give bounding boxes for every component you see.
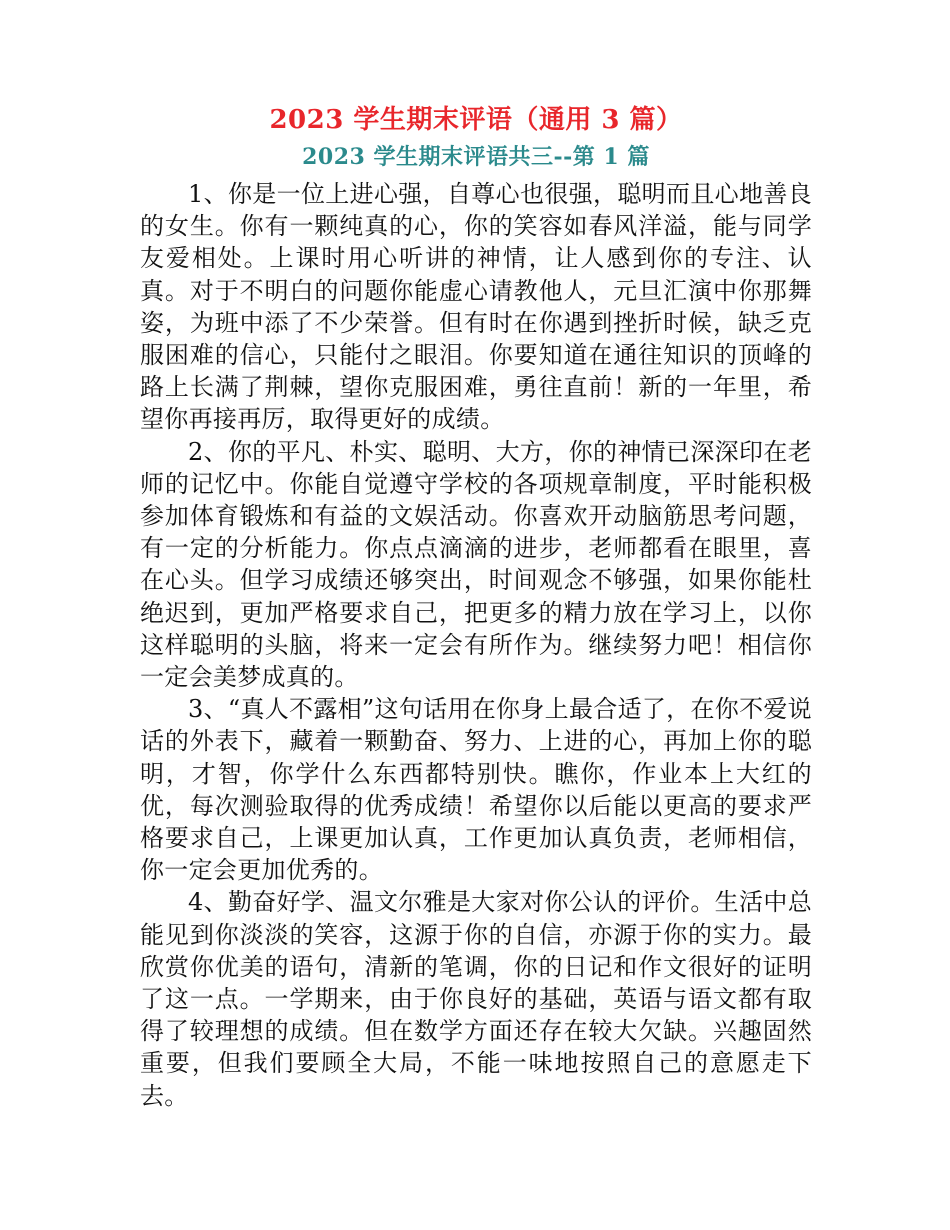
paragraph-4: 4、勤奋好学、温文尔雅是大家对你公认的评价。生活中总能见到你淡淡的笑容，这源于你的自信，亦源于你的实力。最欣赏你优美的语句，清新的笔调，你的日记和作文很好的证明了这一点。一学期来，由于你良好的基础，英语与语文都有取得了较理想的成绩。但在数学方面还存在较大欠缺。兴趣固然重要，但我们要顾全大局，不能一味地按照自己的意愿走下去。: [140, 888, 812, 1110]
document-title: 2023 学生期末评语（通用 3 篇）: [269, 105, 683, 135]
paragraph-3: 3、“真人不露相”这句话用在你身上最合适了，在你不爱说话的外表下，藏着一颗勤奋、努力、上进的心，再加上你的聪明，才智，你学什么东西都特别快。瞧你，作业本上大红的优，每次测验取得的优秀成绩！希望你以后能以更高的要求严格要求自己，上课更加认真，工作更加认真负责，老师相信，你一定会更加优秀的。: [140, 695, 812, 885]
document-subtitle: 2023 学生期末评语共三--第 1 篇: [302, 144, 650, 170]
document-page: [140, 100, 812, 1112]
paragraph-1: 1、你是一位上进心强，自尊心也很强，聪明而且心地善良的女生。你有一颗纯真的心，你的笑容如春风洋溢，能与同学友爱相处。上课时用心听讲的神情，让人感到你的专注、认真。对于不明白的问题你能虚心请教他人，元旦汇演中你那舞姿，为班中添了不少荣誉。但有时在你遇到挫折时候，缺乏克服困难的信心，只能付之眼泪。你要知道在通往知识的顶峰的路上长满了荆棘，望你克服困难，勇往直前！新的一年里，希望你再接再厉，取得更好的成绩。: [140, 180, 812, 434]
paragraph-2: 2、你的平凡、朴实、聪明、大方，你的神情已深深印在老师的记忆中。你能自觉遵守学校的各项规章制度，平时能积极参加体育锻炼和有益的文娱活动。你喜欢开动脑筋思考问题，有一定的分析能力。你点点滴滴的进步，老师都看在眼里，喜在心头。但学习成绩还够突出，时间观念不够强，如果你能杜绝迟到，更加严格要求自己，把更多的精力放在学习上，以你这样聪明的头脑，将来一定会有所作为。继续努力吧！相信你一定会美梦成真的。: [140, 437, 812, 692]
